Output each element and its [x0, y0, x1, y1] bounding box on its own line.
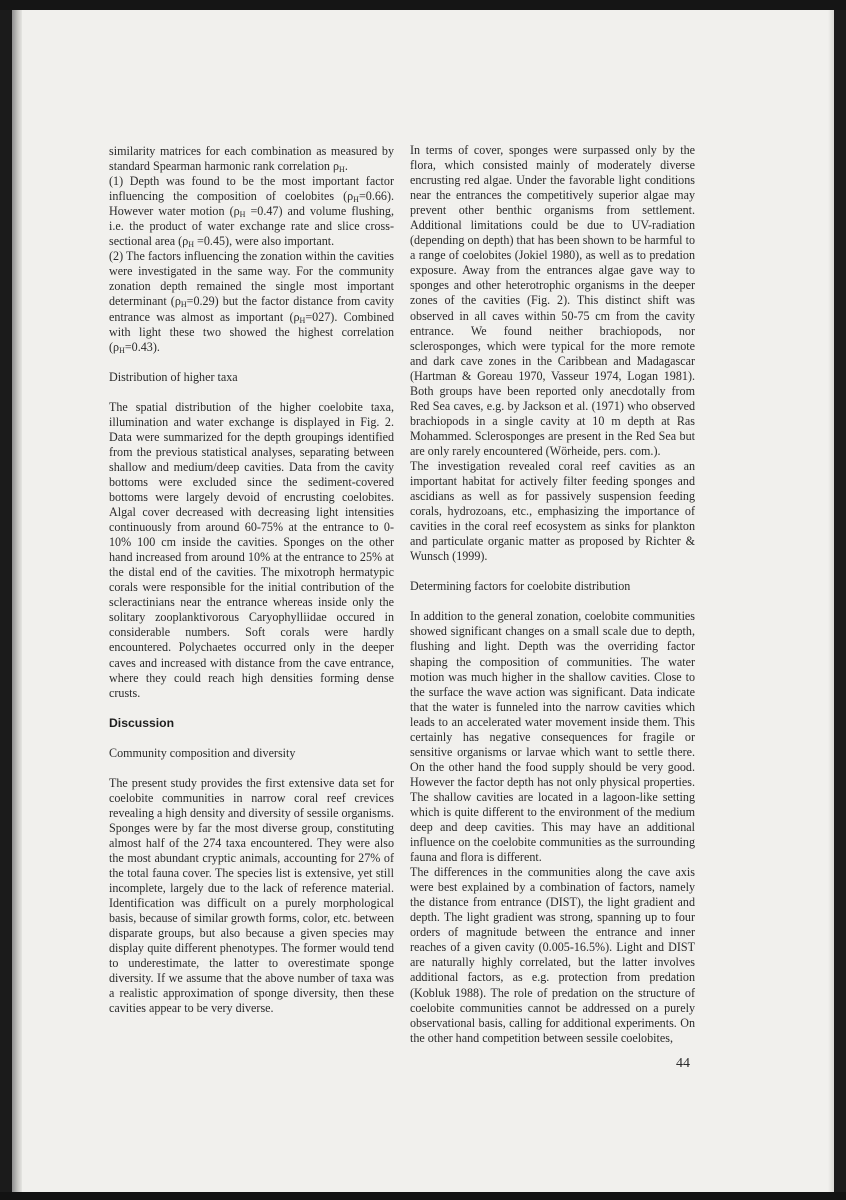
- right-column: [410, 143, 695, 1046]
- paragraph: In addition to the general zonation, coelobite communities showed significant changes on a small scale due to depth, flushing and light. Depth was the overriding factor shaping the composition of communities. The water motion was much higher in the shallow cavities. Close to the surface the wave action was significant. Data indicate that the water is funneled into the narrow cavities which leads to an accelerated water movement inside them. This certainly has negative consequences for fragile or sensitive organisms or larvae which want to settle there. On the other hand the food supply should be very good. However the factor depth has not only physical properties. The shallow cavities are located in a lagoon-like setting which is quite different to the environment of the medium deep and deep cavities. This may have an additional influence on the coelobite communities as the surrounding fauna and flora is different.: [410, 609, 695, 865]
- scan-top-edge: [0, 0, 846, 10]
- paragraph: The spatial distribution of the higher coelobite taxa, illumination and water exchange is displayed in Fig. 2. Data were summarized for the depth groupings identified from the previous statistical analyses, separating between shallow and medium/deep cavities. Data from the cavity bottoms were excluded since the sediment-covered bottoms were largely devoid of encrusting coelobites. Algal cover decreased with decreasing light intensities continuously from around 60-75% at the entrance to 0-10% 100 cm inside the cavities. Sponges on the other hand increased from around 10% at the entrance to 25% at the distal end of the cavities. The mixotroph hermatypic corals were responsible for the initial contribution of the scleractinians near the entrance whereas inside only the solitary zooplanktivorous Caryophylliidae occured in considerable numbers. Soft corals were hardly encountered. Polychaetes occurred only in the deeper caves and increased with distance from the cave entrance, where they could reach high densities forming dense crusts.: [109, 399, 394, 700]
- section-heading-distribution: Distribution of higher taxa: [109, 369, 238, 384]
- page-edge-shadow: [828, 10, 834, 1192]
- subsection-heading-determining: Determining factors for coelobite distribution: [410, 579, 631, 594]
- paragraph: The present study provides the first extensive data set for coelobite communities in narrow coral reef crevices revealing a high density and diversity of sessile organisms. Sponges were by far the most diverse group, constituting almost half of the 274 taxa encountered. They were also the most abundant cryptic animals, accounting for 27% of the total fauna cover. The species list is extensive, yet still incomplete, largely due to the lack of reference material. Identification was difficult on a purely morphological basis, because of similar growth forms, color, etc. between disparate groups, but also because a given species may display quite different phenotypes. The former would tend to underestimate, the latter to overestimate sponge diversity. If we assume that the above number of taxa was a realistic approximation of sponge diversity, then these cavities appear to be very diverse.: [109, 775, 394, 1016]
- subsection-heading-community: Community composition and diversity: [109, 745, 296, 760]
- page-binding-shadow: [12, 10, 22, 1192]
- paragraph: (1) Depth was found to be the most important factor influencing the composition of coelobites $(\rho_H=0.66)$. However water motion $(\rho_H =0.47)$ and volume flushing, i.e. the product of water exchange rate and slice cross-sectional area $(\rho_H =0.45)$, were also important.: [109, 174, 394, 250]
- page-number: 44: [676, 1056, 690, 1071]
- left-column: [109, 144, 394, 1016]
- paragraph: (2) The factors influencing the zonation within the cavities were investigated in the same way. For the community zonation depth remained the single most important determinant $(\rho_H=0.29)$ but the factor distance from cavity entrance was almost as important $(\rho_H=027)$. Combined with light these two showed the highest correlation $(\rho_H=0.43)$.: [109, 249, 394, 355]
- paragraph: The differences in the communities along the cave axis were best explained by a combination of factors, namely the distance from entrance (DIST), the light gradient and depth. The light gradient was strong, spanning up to four orders of magnitude between the entrance and inner reaches of a given cavity (0.005-16.5%). Light and DIST are naturally highly correlated, but the latter involves additional factors, as e.g. protection from predation (Kobluk 1988). The role of predation on the structure of coelobite communities cannot be addressed on a purely observational basis, calling for additional experiments. On the other hand competition between sessile coelobites,: [410, 865, 695, 1045]
- paragraph: The investigation revealed coral reef cavities as an important habitat for actively filter feeding sponges and ascidians as well as for passively suspension feeding corals, hydrozoans, etc., emphasizing the importance of cavities in the coral reef ecosystem as sinks for plankton and particulate organic matter as proposed by Richter & Wunsch (1999).: [410, 458, 695, 564]
- scan-bottom-edge: [0, 1192, 846, 1200]
- paragraph: In terms of cover, sponges were surpassed only by the flora, which consisted mainly of moderately diverse encrusting red algae. Under the favorable light conditions near the entrances the competitively superior algae may prevent other benthic organisms from settlement. Additional limitations could be due to UV-radiation (depending on depth) that has been shown to be harmful to a range of coelobites (Jokiel 1980), as well as to predation exposure. Away from the entrances algae gave way to sponges and other heterotrophic organisms in the deeper zones of the cavities (Fig. 2). This distinct shift was observed in all caves within 50-75 cm from the cavity entrance. We found neither brachiopods, nor sclerosponges, which were typical for the more remote and dark cave zones in the Caribbean and Madagascar (Hartman & Goreau 1970, Vasseur 1974, Logan 1981). Both groups have been reported only anecdotally from Red Sea caves, e.g. by Jackson et al. (1971) who observed brachiopods in a single cavity at 10 m depth at Ras Mohammed. Sclerosponges are present in the Red Sea but are only rarely encountered (Wörheide, pers. com.).: [410, 143, 695, 458]
- paragraph: similarity matrices for each combination as measured by standard Spearman harmonic rank correlation $\rho_H$.: [109, 144, 394, 175]
- section-heading-discussion: Discussion: [109, 715, 175, 730]
